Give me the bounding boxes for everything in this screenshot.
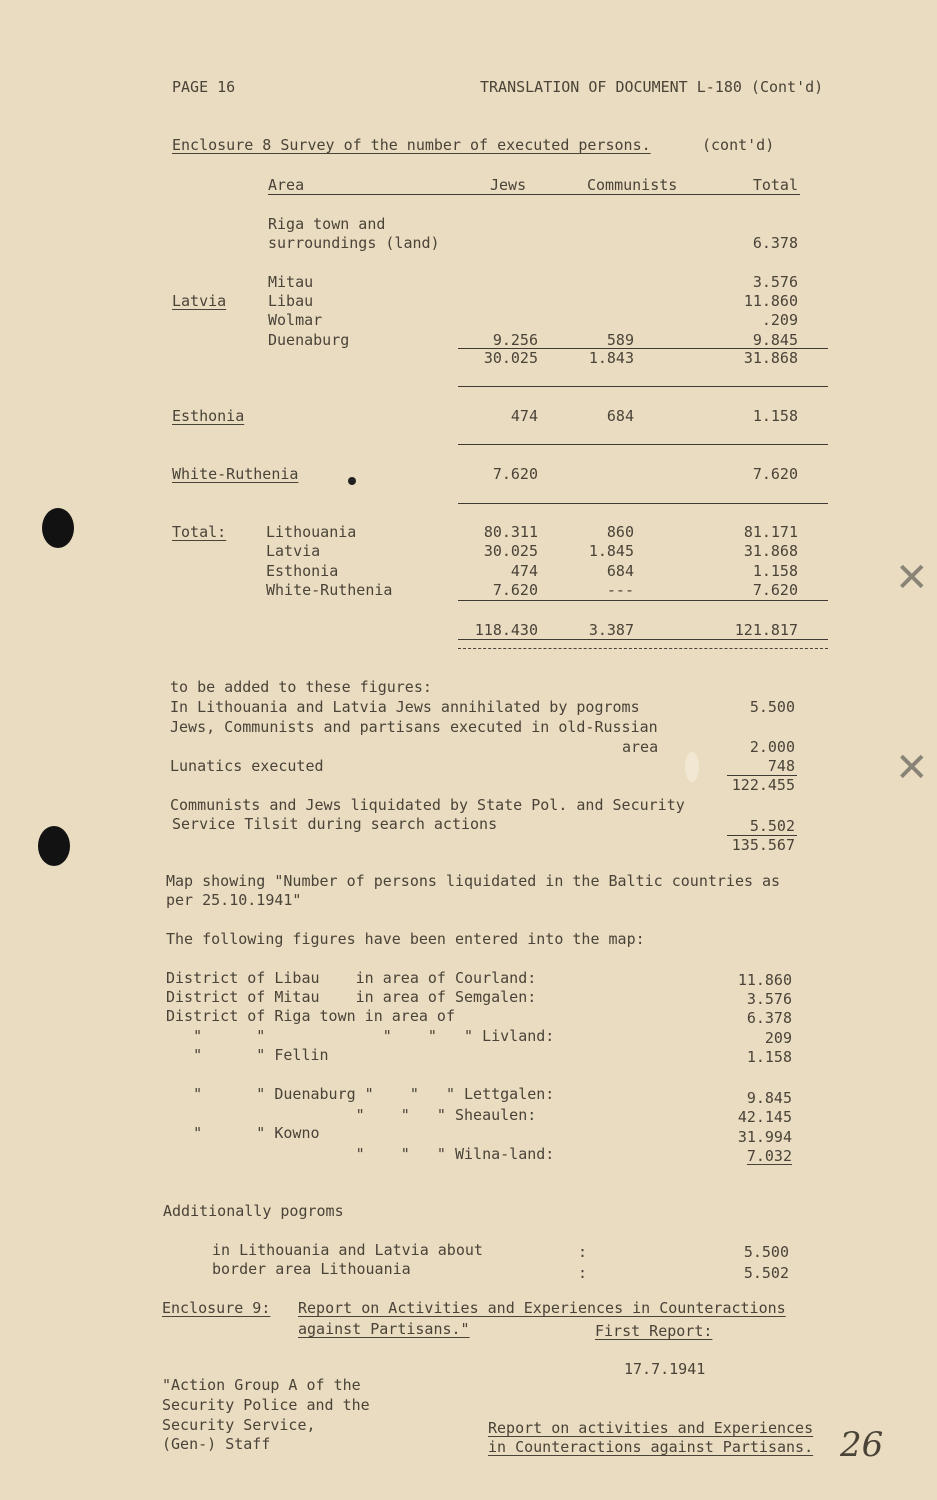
additions-line4a: Communists and Jews liquidated by State Pol. and Security (170, 796, 685, 814)
map-row-value: 7.032 (746, 1147, 792, 1165)
grand-total-communists: 3.387 (588, 621, 634, 639)
grand-total-rule (458, 639, 828, 640)
page-number-label: PAGE 16 (172, 78, 236, 96)
total-row-name: Lithouania (266, 523, 357, 541)
enclosure9-label: Enclosure 9: (162, 1299, 271, 1317)
map-row-label: District of Riga town in area of (166, 1007, 455, 1025)
pogroms-row2-colon: : (578, 1264, 588, 1282)
pogroms-row1-label: in Lithouania and Latvia about (212, 1241, 483, 1259)
additions-value2: 2.000 (749, 738, 795, 756)
latvia-row-name: Wolmar (268, 311, 323, 329)
report-date: 17.7.1941 (624, 1360, 706, 1378)
punch-hole-icon (42, 508, 74, 548)
additions-line2a: Jews, Communists and partisans executed in old-Russian (170, 718, 658, 736)
esthonia-jews: 474 (510, 407, 538, 425)
column-header-communists: Communists (587, 176, 678, 194)
latvia-row-total: .209 (761, 311, 798, 329)
total-row-total: 1.158 (752, 562, 798, 580)
section-rule (458, 444, 828, 445)
map-row-value: 3.576 (746, 990, 792, 1008)
map-row-value: 9.845 (746, 1089, 792, 1107)
sender-line: "Action Group A of the (162, 1376, 361, 1394)
totals-rule (458, 600, 828, 601)
latvia-row-total: 11.860 (743, 292, 798, 310)
grand-total-double-rule (458, 648, 828, 649)
additions-line2b: area (622, 738, 659, 756)
total-row-communists: 860 (606, 523, 634, 541)
riga-total: 6.378 (752, 234, 798, 252)
latvia-row-communists: 589 (606, 331, 634, 349)
additions-line4b: Service Tilsit during search actions (172, 815, 498, 833)
document-title: TRANSLATION OF DOCUMENT L-180 (Cont'd) (480, 78, 824, 96)
map-row-label: " " " " " Livland: (166, 1027, 555, 1045)
sender-line: Security Service, (162, 1416, 316, 1434)
additions-line1: In Lithouania and Latvia Jews annihilated by pogroms (170, 698, 640, 716)
map-row-label: " " " Wilna-land: (166, 1145, 555, 1163)
riga-label-line2: surroundings (land) (268, 234, 440, 252)
map-caption-line1: Map showing "Number of persons liquidated in the Baltic countries as (166, 872, 781, 890)
total-row-total: 81.171 (743, 523, 798, 541)
margin-x-mark-icon: ✕ (895, 555, 929, 601)
map-row-label: " " Fellin (166, 1046, 329, 1064)
latvia-row-total: 3.576 (752, 273, 798, 291)
total-row-total: 31.868 (743, 542, 798, 560)
total-row-jews: 80.311 (483, 523, 538, 541)
map-row-value: 42.145 (737, 1108, 792, 1126)
additions-intro: to be added to these figures: (170, 678, 432, 696)
sender-line: (Gen-) Staff (162, 1435, 271, 1453)
latvia-row-name: Duenaburg (268, 331, 350, 349)
total-row-name: White-Ruthenia (266, 581, 393, 599)
ink-dot (348, 477, 356, 485)
handwritten-page-number: 26 (840, 1425, 884, 1465)
map-row-value: 1.158 (746, 1048, 792, 1066)
margin-x-mark-icon: ✕ (895, 745, 929, 791)
additions-value4: 5.502 (749, 817, 795, 835)
white-ruthenia-label: White-Ruthenia (172, 465, 299, 483)
additions-value1: 5.500 (749, 698, 795, 716)
total-label: Total: (172, 523, 227, 541)
total-row-jews: 30.025 (483, 542, 538, 560)
total-row-communists: 1.845 (588, 542, 634, 560)
total-row-name: Latvia (266, 542, 321, 560)
map-row-value: 6.378 (746, 1009, 792, 1027)
latvia-label: Latvia (172, 292, 227, 310)
additions-subtotal2: 135.567 (731, 836, 795, 854)
latvia-sum-total: 31.868 (743, 349, 798, 367)
latvia-row-jews: 9.256 (492, 331, 538, 349)
map-row-label: " " Kowno (166, 1124, 320, 1142)
section-rule (458, 386, 828, 387)
map-row-label: " " Duenaburg " " " Lettgalen: (166, 1085, 555, 1103)
white-ruthenia-jews: 7.620 (492, 465, 538, 483)
map-row-label: District of Mitau in area of Semgalen: (166, 988, 537, 1006)
esthonia-label: Esthonia (172, 407, 245, 425)
sender-line: Security Police and the (162, 1396, 370, 1414)
report-title-line2: in Counteractions against Partisans. (488, 1438, 814, 1456)
latvia-row-name: Libau (268, 292, 314, 310)
pogroms-row1-colon: : (578, 1243, 588, 1261)
total-row-name: Esthonia (266, 562, 339, 580)
enclosure9-title-line2: against Partisans." (298, 1320, 470, 1338)
additions-line3: Lunatics executed (170, 757, 324, 775)
first-report-label: First Report: (595, 1322, 713, 1340)
map-row-value: 31.994 (737, 1128, 792, 1146)
white-ruthenia-total: 7.620 (752, 465, 798, 483)
pogroms-title: Additionally pogroms (163, 1202, 344, 1220)
latvia-row-total: 9.845 (752, 331, 798, 349)
column-header-jews: Jews (490, 176, 527, 194)
map-row-label: " " " Sheaulen: (166, 1106, 537, 1124)
map-intro: The following figures have been entered into the map: (166, 930, 645, 948)
enclosure9-title-line1: Report on Activities and Experiences in Counteractions (298, 1299, 786, 1317)
punch-hole-icon (38, 826, 70, 866)
map-row-label: District of Libau in area of Courland: (166, 969, 537, 987)
pogroms-row2-value: 5.502 (743, 1264, 789, 1282)
column-header-area: Area (268, 176, 305, 194)
paper-smudge (685, 752, 699, 782)
report-title-line1: Report on activities and Experiences (488, 1419, 814, 1437)
total-row-total: 7.620 (752, 581, 798, 599)
esthonia-communists: 684 (606, 407, 634, 425)
riga-label-line1: Riga town and (268, 215, 386, 233)
pogroms-row2-label: border area Lithouania (212, 1260, 411, 1278)
map-caption-line2: per 25.10.1941" (166, 891, 302, 909)
grand-total-jews: 118.430 (474, 621, 538, 639)
total-row-communists: --- (606, 581, 634, 599)
latvia-sum-jews: 30.025 (483, 349, 538, 367)
grand-total-total: 121.817 (734, 621, 798, 639)
total-row-jews: 474 (510, 562, 538, 580)
section-rule (458, 503, 828, 504)
additions-value3: 748 (767, 757, 795, 775)
pogroms-row1-value: 5.500 (743, 1243, 789, 1261)
additions-subtotal1: 122.455 (731, 776, 795, 794)
latvia-row-name: Mitau (268, 273, 314, 291)
column-header-total: Total (752, 176, 798, 194)
total-row-communists: 684 (606, 562, 634, 580)
header-rule (268, 194, 800, 195)
map-row-value: 11.860 (737, 971, 792, 989)
total-row-jews: 7.620 (492, 581, 538, 599)
latvia-sum-communists: 1.843 (588, 349, 634, 367)
enclosure8-title: Enclosure 8 Survey of the number of executed persons. (172, 136, 651, 154)
enclosure8-contd: (cont'd) (702, 136, 775, 154)
esthonia-total: 1.158 (752, 407, 798, 425)
map-row-value: 209 (764, 1029, 792, 1047)
